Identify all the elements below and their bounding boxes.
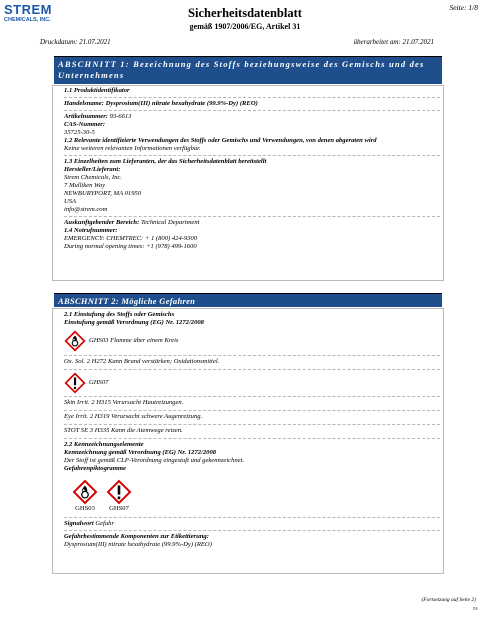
ghs03-label: GHS03 Flamme über einem Kreis: [89, 337, 179, 344]
s21-subheading: Einstufung gemäß Verordnung (EG) Nr. 1272/2008: [64, 319, 204, 326]
s12-heading: 1.2 Relevante identifizierte Verwendungen des Stoffs oder Gemischs und Verwendungen, von denen abgeraten wird: [64, 137, 377, 144]
pictogram-row: [68, 479, 440, 513]
components-label: Gefahrbestimmende Komponenten zur Etikettierung:: [64, 530, 440, 541]
pictogram-label: GHS03: [75, 505, 95, 512]
ghs03-row: [64, 330, 440, 352]
article-label: Artikelnummer:: [64, 113, 108, 120]
section-1-heading: [54, 56, 442, 84]
info-value: Technical Department: [140, 219, 200, 226]
section-1-content: [64, 87, 440, 251]
emergency-line: EMERGENCY: CHEMTREC: + 1 (800) 424-9300: [64, 235, 198, 242]
flame-over-circle-icon: [72, 479, 98, 505]
opening-times: During normal opening times: +1 (978) 499-1600: [64, 243, 197, 250]
address-line: NEWBURYPORT, MA 01950: [64, 190, 142, 197]
pictogram-label: GHS07: [109, 505, 129, 512]
s11-heading: 1.1 Produktidentifikator: [64, 87, 130, 94]
page-number: Seite: 1/8: [449, 3, 478, 12]
stot-line: STOT SE 3 H335 Kann die Atemwege reizen.: [64, 424, 440, 435]
pictogram-ghs07: [102, 479, 136, 513]
s13-heading: 1.3 Einzelheiten zum Lieferanten, der das Sicherheitsdatenblatt bereitstellt: [64, 155, 440, 166]
skin-irrit-line: Skin Irrit. 2 H315 Verursacht Hautreizungen.: [64, 396, 440, 407]
trade-name: Handelsname: Dysprosium(III) nitrate hexahydrate (99.9%-Dy) (REO): [64, 97, 440, 108]
revised-date: überarbeitet am: 21.07.2021: [353, 38, 434, 46]
pictogram-heading: Gefahrenpiktogramme: [64, 465, 126, 472]
info-label: Auskunftgebender Bereich:: [64, 219, 140, 226]
signal-label: Signalwort: [64, 520, 94, 527]
cas-value: 35725-30-5: [64, 129, 95, 136]
s14-heading: 1.4 Notrufnummer:: [64, 227, 118, 234]
document-title: Sicherheitsdatenblatt: [188, 6, 302, 20]
signal-value: Gefahr: [95, 520, 115, 527]
section-1-heading-line2: Unternehmens: [58, 70, 125, 80]
s22-subheading: Kennzeichnung gemäß Verordnung (EG) Nr. 1272/2008: [64, 449, 217, 456]
address-line: Strem Chemicals, Inc.: [64, 174, 122, 181]
pictogram-ghs03: [68, 479, 102, 513]
s21-heading: 2.1 Einstufung des Stoffs oder Gemischs: [64, 311, 175, 318]
language-code: DE: [472, 606, 478, 611]
address-line: 7 Mulliken Way: [64, 182, 106, 189]
ghs07-row: [64, 369, 440, 394]
supplier-label: Hersteller/Lieferant:: [64, 166, 121, 173]
print-date: Druckdatum: 21.07.2021: [40, 38, 111, 46]
section-2-heading: ABSCHNITT 2: Mögliche Gefahren: [54, 293, 442, 307]
date-row: [40, 38, 434, 46]
section-1-heading-line1: ABSCHNITT 1: Bezeichnung des Stoffs beziehungsweise des Gemischs und des: [58, 59, 425, 69]
s12-text: Keine weiteren relevanten Informationen verfügbar.: [64, 145, 201, 152]
flame-over-circle-icon: [64, 330, 86, 352]
ox-sol-line: Ox. Sol. 2 H272 Kann Brand verstärken; Oxidationsmittel.: [64, 355, 440, 366]
section-2-content: [64, 311, 440, 549]
document-subtitle: gemäß 1907/2006/EG, Artikel 31: [189, 22, 301, 31]
exclamation-mark-icon: [64, 372, 86, 394]
logo-sub-text: CHEMICALS, INC.: [4, 17, 51, 23]
logo-main-text: STREM: [4, 2, 52, 17]
article-value: 93-6613: [109, 113, 132, 120]
eye-irrit-line: Eye Irrit. 2 H319 Verursacht schwere Augenreizung.: [64, 410, 440, 421]
ghs07-label: GHS07: [89, 379, 109, 386]
clp-statement: Der Stoff ist gemäß CLP-Verordnung eingestuft und gekennzeichnet.: [64, 457, 245, 464]
s22-heading: 2.2 Kennzeichnungselemente: [64, 438, 440, 449]
email-link[interactable]: info@strem.com: [64, 206, 108, 213]
address-line: USA: [64, 198, 77, 205]
components-value: Dysprosium(III) nitrate hexahydrate (99.9%-Dy) (REO): [64, 541, 212, 548]
cas-label: CAS-Nummer:: [64, 121, 106, 128]
exclamation-mark-icon: [106, 479, 132, 505]
continued-note: (Fortsetzung auf Seite 2): [421, 597, 476, 603]
